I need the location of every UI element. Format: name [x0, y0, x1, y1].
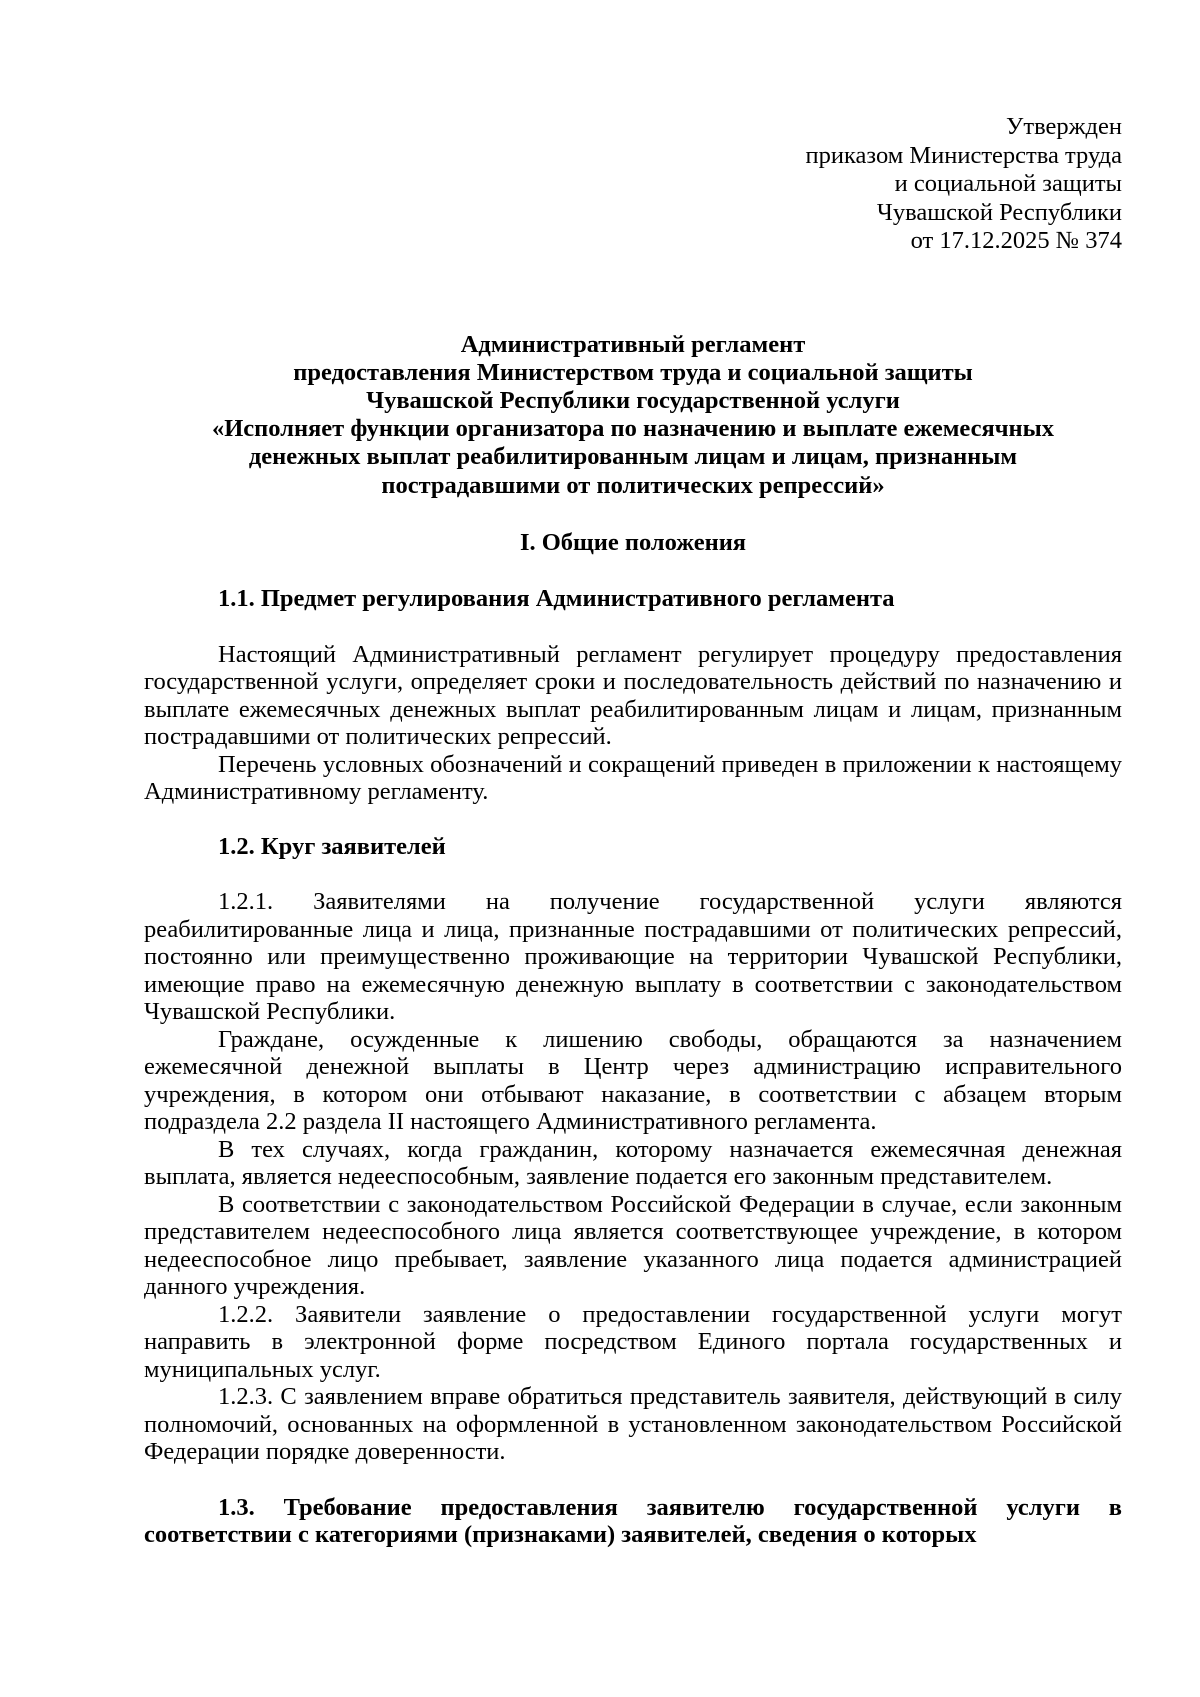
- approval-line: приказом Министерства труда: [805, 141, 1122, 169]
- paragraph: В тех случаях, когда гражданин, которому назначается ежемесячная денежная выплата, является недееспособным, заявление подается его законным представителем.: [144, 1135, 1122, 1191]
- approval-line: Утвержден: [1006, 113, 1122, 140]
- title-line: предоставления Министерством труда и социальной защиты: [293, 358, 973, 386]
- title-line: денежных выплат реабилитированным лицам и лицам, признанным: [248, 443, 1018, 471]
- paragraph: В соответствии с законодательством Российской Федерации в случае, если законным представителем недееспособного лица является соответствующее учреждение, в котором недееспособное лицо пребывает, заявление указанного лица подается администрацией данного учреждения.: [144, 1190, 1122, 1301]
- title-line: «Исполняет функции организатора по назначению и выплате ежемесячных: [211, 415, 1055, 443]
- section-heading-1-2: 1.2. Круг заявителей: [218, 832, 446, 860]
- document-title: [144, 331, 1122, 500]
- section-heading-1-1: 1.1. Предмет регулирования Административного регламента: [218, 585, 895, 613]
- paragraph: 1.2.2. Заявители заявление о предоставлении государственной услуги могут направить в электронной форме посредством Единого портала государственных и муниципальных услуг.: [144, 1300, 1122, 1383]
- paragraph: Настоящий Административный регламент регулирует процедуру предоставления государственной услуги, определяет сроки и последовательность действий по назначению и выплате ежемесячных денежных выплат реабилитированным лицам и лицам, признанным пострадавшими от политических репрессий.: [144, 640, 1122, 751]
- chapter-heading: I. Общие положения: [519, 528, 747, 556]
- paragraph: 1.2.3. С заявлением вправе обратиться представитель заявителя, действующий в силу полномочий, основанных на оформленной в установленном законодательством Российской Федерации порядке доверенности.: [144, 1383, 1122, 1466]
- paragraph: Граждане, осужденные к лишению свободы, обращаются за назначением ежемесячной денежной выплаты в Центр через администрацию исправительного учреждения, в котором они отбывают наказание, в соответствии с абзацем вторым подраздела 2.2 раздела II настоящего Административного регламента.: [144, 1025, 1122, 1136]
- title-line: Чувашской Республики государственной услуги: [366, 386, 900, 414]
- approval-stamp: [144, 113, 1122, 256]
- approval-date-line: от 17.12.2025 № 374: [910, 227, 1122, 254]
- paragraph: 1.2.1. Заявителями на получение государственной услуги являются реабилитированные лица и лица, признанные пострадавшими от политических репрессий, постоянно или преимущественно проживающие на территории Чувашской Республики, имеющие право на ежемесячную денежную выплату в соответствии с законодательством Чувашской Республики.: [144, 888, 1122, 1026]
- section-heading-1-3: 1.3. Требование предоставления заявителю государственной услуги в соответствии с категориями (признаками) заявителей, сведения о которых: [144, 1493, 1122, 1549]
- title-line: пострадавшими от политических репрессий»: [381, 471, 885, 499]
- paragraph: Перечень условных обозначений и сокращений приведен в приложении к настоящему Административному регламенту.: [144, 750, 1122, 806]
- approval-line: Чувашской Республики: [876, 198, 1122, 226]
- document-body: [144, 113, 1122, 1549]
- approval-line: и социальной защиты: [894, 170, 1122, 197]
- title-line: Административный регламент: [460, 330, 806, 358]
